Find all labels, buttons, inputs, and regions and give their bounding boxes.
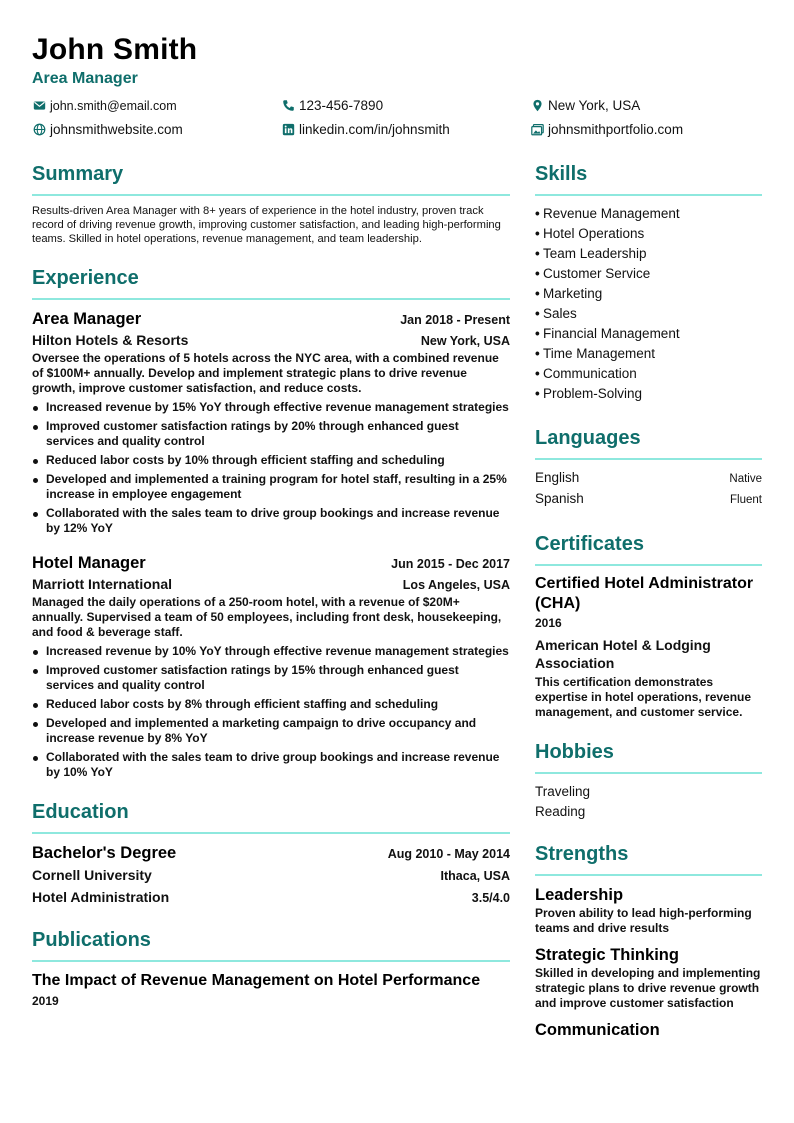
language-level: Native [729,473,762,485]
skill-item: • Communication [535,366,637,381]
certificate-year: 2016 [535,616,562,630]
job-description: Oversee the operations of 5 hotels across the NYC area, with a combined revenue of $100M+ annually. Develop and implement strategic plans to drive revenue growth, improve customer satisfaction, and reduce costs. [32,351,499,395]
summary-heading: Summary [32,162,510,196]
job-company: Marriott International [32,576,173,592]
contact-location [530,97,770,114]
job-description: Managed the daily operations of a 250-room hotel, with a revenue of $20M+ annually. Supervised a team of 50 employees, including front desk, housekeeping, and food & beverage staff. [32,595,502,639]
language-item [535,468,762,489]
languages-list [535,468,762,510]
contact-website[interactable] [32,121,281,138]
strength-title: Leadership [535,886,624,904]
education-entry [32,842,510,908]
certificate-name: Certified Hotel Administrator (CHA) [535,575,754,612]
school-location: Ithaca, USA [440,869,510,883]
achievement-item: Collaborated with the sales team to drive group bookings and increase revenue by 10% YoY [32,750,510,780]
achievement-item: Improved customer satisfaction ratings by 20% through enhanced guest services and quality control [32,419,510,449]
skill-item: • Financial Management [535,326,680,341]
linkedin-icon [281,123,295,137]
strength-title: Strategic Thinking [535,946,679,964]
contact-info [32,97,772,138]
language-item [535,489,762,510]
right-column [535,162,762,1041]
phone-icon [281,99,295,113]
linkedin-text: linkedin.com/in/johnsmith [299,122,450,137]
strengths-heading: Strengths [535,842,762,876]
contact-email[interactable] [32,97,281,114]
strength-description: Proven ability to lead high-performing teams and drive results [535,906,752,935]
experience-heading: Experience [32,266,510,300]
contact-linkedin[interactable] [281,121,530,138]
achievement-item: Reduced labor costs by 10% through efficient staffing and scheduling [32,453,510,468]
achievement-item: Improved customer satisfaction ratings by 15% through enhanced guest services and quality control [32,663,510,693]
strength-title: Communication [535,1021,660,1039]
job-dates: Jan 2018 - Present [400,313,510,327]
gpa: 3.5/4.0 [471,891,510,905]
email-text: john.smith@email.com [50,98,177,113]
language-name: English [535,470,580,485]
skill-item: • Customer Service [535,266,651,281]
email-icon [32,99,46,113]
strength-description: Skilled in developing and implementing strategic plans to drive revenue growth and improve customer satisfaction [535,966,761,1010]
language-name: Spanish [535,491,584,506]
education-dates: Aug 2010 - May 2014 [387,847,510,861]
job-dates: Jun 2015 - Dec 2017 [391,557,510,571]
publication-title: The Impact of Revenue Management on Hotel Performance [32,972,481,989]
achievement-item: Increased revenue by 10% YoY through effective revenue management strategies [32,644,510,659]
left-column [32,162,510,1008]
contact-portfolio[interactable] [530,121,770,138]
skill-item: • Sales [535,306,577,321]
job-achievements [32,644,510,780]
strengths-list [535,884,762,1041]
hobbies-list [535,782,762,822]
job-title: Area Manager [32,310,142,328]
achievement-item: Developed and implemented a marketing campaign to drive occupancy and increase revenue by 8% YoY [32,716,510,746]
website-text: johnsmithwebsite.com [50,122,183,137]
hobby-item: Traveling [535,784,591,799]
skill-item: • Marketing [535,286,603,301]
achievement-item: Collaborated with the sales team to drive group bookings and increase revenue by 12% YoY [32,506,510,536]
job-title: Hotel Manager [32,554,146,572]
skill-item: • Time Management [535,346,656,361]
education-heading: Education [32,800,510,834]
skill-item: • Hotel Operations [535,226,645,241]
achievement-item: Reduced labor costs by 8% through efficient staffing and scheduling [32,697,510,712]
certificates-heading: Certificates [535,532,762,566]
achievement-item: Increased revenue by 15% YoY through effective revenue management strategies [32,400,510,415]
candidate-name: John Smith [32,33,198,66]
hobbies-heading: Hobbies [535,740,762,774]
job-achievements [32,400,510,536]
contact-phone[interactable] [281,97,530,114]
job-entry [32,308,510,536]
candidate-role: Area Manager [32,70,138,87]
publications-heading: Publications [32,928,510,962]
achievement-item: Developed and implemented a training program for hotel staff, resulting in a 25% increase in employee engagement [32,472,510,502]
summary-text: Results-driven Area Manager with 8+ years of experience in the hotel industry, proven track record of driving revenue growth, improving customer satisfaction, and leading high-performing teams. Skilled in hotel operations, revenue management, and team leadership. [32,205,501,245]
job-location: New York, USA [420,334,510,348]
phone-text: 123-456-7890 [299,98,384,113]
job-entry [32,552,510,780]
globe-icon [32,123,46,137]
hobby-item: Reading [535,804,586,819]
location-text: New York, USA [548,98,641,113]
language-level: Fluent [730,494,762,506]
certificate-entry [535,574,762,720]
degree: Bachelor's Degree [32,844,177,862]
skills-heading: Skills [535,162,762,196]
skill-item: • Team Leadership [535,246,647,261]
job-company: Hilton Hotels & Resorts [32,332,189,348]
school: Cornell University [32,867,152,883]
skill-item: • Revenue Management [535,206,680,221]
certificate-description: This certification demonstrates expertise in hotel operations, revenue management, and customer service. [535,675,752,719]
field-of-study: Hotel Administration [32,889,170,905]
publication-year: 2019 [32,994,59,1008]
location-icon [530,99,544,113]
portfolio-text: johnsmithportfolio.com [548,122,684,137]
portfolio-icon [530,123,544,137]
skills-list [535,204,762,404]
publication-entry [32,970,510,1008]
skill-item: • Problem-Solving [535,386,643,401]
certificate-issuer: American Hotel & Lodging Association [535,637,711,671]
languages-heading: Languages [535,426,762,460]
job-location: Los Angeles, USA [402,578,510,592]
